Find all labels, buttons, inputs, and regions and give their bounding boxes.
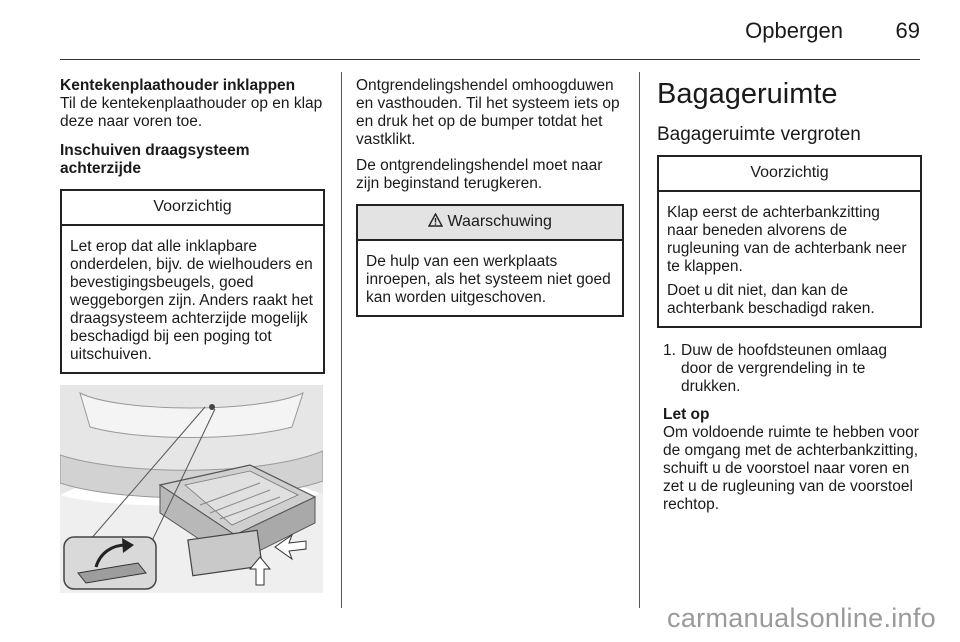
column-1: [60, 77, 325, 593]
section-heading-license-holder: Kentekenplaathouder inklappen: [60, 77, 296, 94]
license-holder-text: Til de kentekenplaathouder op en klap deze naar voren toe.: [60, 95, 323, 130]
step-number: 1.: [663, 342, 676, 359]
column-divider-2: [639, 72, 640, 608]
rear-carrier-illustration: [60, 385, 323, 593]
column-3: [657, 77, 922, 522]
caution-title: Voorzichtig: [62, 191, 323, 226]
caution-text: Let erop dat alle inklapbare onderdelen, bijv. de wielhouders en bevestigingsbeugels, goed weggeborgen zijn. Anders raakt het draagsysteem achterzijde mogelijk beschadigd bij een poging tot uitschuiven.: [70, 238, 313, 363]
header-divider: [60, 59, 920, 60]
warning-triangle-icon: [428, 213, 447, 230]
steps-list: [657, 342, 922, 396]
step-text: Duw de hoofdsteunen omlaag door de vergrendeling in te drukken.: [681, 342, 887, 395]
caution-text-1: Klap eerst de achterbankzitting naar beneden alvorens de rugleuning van de achterbank neer te klappen.: [667, 204, 907, 275]
warning-title: Waarschuwing: [447, 213, 552, 230]
caution-box: [60, 189, 325, 374]
release-lever-return-text: De ontgrendelingshendel moet naar zijn beginstand terugkeren.: [356, 157, 603, 192]
caution-title-cargo: Voorzichtig: [659, 157, 920, 192]
caution-box-cargo: [657, 155, 922, 328]
warning-header: [358, 206, 622, 241]
caution-text-2: Doet u dit niet, dan kan de achterbank beschadigd raken.: [667, 282, 875, 317]
list-item: [657, 342, 922, 396]
release-lever-text: Ontgrendelingshendel omhoogduwen en vasthouden. Til het systeem iets op en druk het op de bumper totdat het vastklikt.: [356, 77, 620, 148]
column-divider-1: [341, 72, 342, 608]
note-text: Om voldoende ruimte te hebben voor de omgang met de achterbankzitting, schuift u de voorstoel naar voren en zet u de rugleuning van de voorstoel rechtop.: [663, 424, 919, 513]
section-title: Bagageruimte: [657, 78, 838, 110]
note-heading: Let op: [663, 406, 710, 423]
warning-box: [356, 204, 624, 317]
column-2: [356, 77, 624, 317]
watermark: carmanualsonline.info: [667, 603, 936, 633]
section-heading-carrier: Inschuiven draagsysteem achterzijde: [60, 142, 250, 177]
page-number: 69: [895, 18, 920, 43]
page-header-title: Opbergen: [745, 18, 843, 43]
warning-text: De hulp van een werkplaats inroepen, als het systeem niet goed kan worden uitgeschoven.: [366, 253, 611, 306]
section-subtitle: Bagageruimte vergroten: [657, 124, 861, 145]
